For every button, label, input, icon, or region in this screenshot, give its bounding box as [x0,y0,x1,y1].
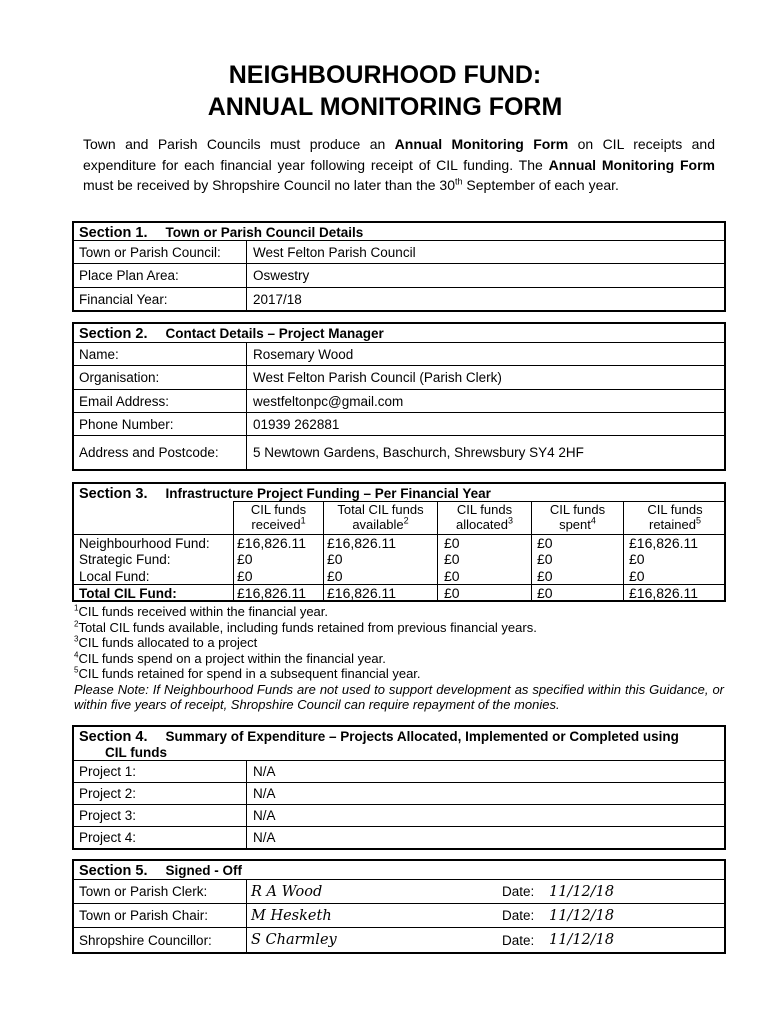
total-retained: £16,826.11 [629,585,699,601]
section-4-heading: Section 4. Summary of Expenditure – Projects Allocated, Implemented or Completed using CIL funds [79,729,679,760]
neighbourhood-received: £16,826.11 [237,535,307,551]
financial-year-value: 2017/18 [246,288,724,310]
total-available: £16,826.11 [327,585,397,601]
email-label: Email Address: [79,393,170,409]
strategic-fund-label: Strategic Fund: [79,552,171,567]
footnote-2: $^2$Total CIL funds available, including funds retained from previous financial years. [74,619,537,635]
footnote-3: $^3$CIL funds allocated to a project [74,634,258,650]
project-3-label: Project 3: [79,808,137,823]
address-value: 5 Newtown Gardens, Baschurch, Shrewsbury SY4 2HF [246,436,724,469]
neighbourhood-fund-label: Neighbourhood Fund: [79,536,210,551]
councillor-signature-cell [246,928,724,952]
chair-signature: M Hesketh [251,907,332,924]
project-1-label: Project 1: [79,764,137,779]
column-header-allocated: CIL funds allocated$^3$ [455,502,514,532]
section-5-heading: Section 5. Signed - Off [79,863,242,879]
email-row [74,389,724,412]
please-note: Please Note: If Neighbourhood Funds are not used to support development as specified within this Guidance, or within five years of receipt, Shropshire Council can require repayment of the monies. [74,681,724,712]
council-row [74,240,724,263]
councillor-label: Shropshire Councillor: [79,932,212,948]
project-4-value: N/A [246,827,724,848]
councillor-signature: S Charmley [251,932,337,948]
strategic-allocated: £0 [444,551,460,567]
neighbourhood-allocated: £0 [444,535,460,551]
neighbourhood-spent: £0 [537,535,553,551]
local-retained: £0 [629,568,645,584]
clerk-signature-cell [246,880,724,903]
project-4-label: Project 4: [79,830,137,845]
section-2-heading: Section 2. Contact Details – Project Manager [79,326,384,342]
column-header-received: CIL funds received$^1$ [250,502,307,532]
organisation-value: West Felton Parish Council (Parish Clerk) [246,366,724,389]
address-label: Address and Postcode: [79,445,219,460]
project-2-label: Project 2: [79,786,137,801]
place-plan-label: Place Plan Area: [79,268,179,283]
financial-year-row [74,287,724,310]
chair-date: 11/12/18 [549,907,615,924]
phone-label: Phone Number: [79,416,174,432]
local-fund-label: Local Fund: [79,569,150,584]
local-spent: £0 [537,568,553,584]
council-label: Town or Parish Council: [79,244,221,260]
section-4-expenditure-summary [72,725,726,850]
section-3-heading: Section 3. Infrastructure Project Funding – Per Financial Year [79,486,491,502]
clerk-label: Town or Parish Clerk: [79,884,208,899]
councillor-date-label: Date: [502,932,535,948]
total-allocated: £0 [444,585,460,601]
name-value: Rosemary Wood [246,343,724,365]
page-title-line-2: ANNUAL MONITORING FORM [207,93,563,121]
section-1-heading: Section 1. Town or Parish Council Details [79,225,364,241]
project-1-value: N/A [246,761,724,782]
place-plan-row [74,263,724,287]
organisation-row [74,365,724,389]
project-3-row [74,804,724,826]
clerk-signoff-row [74,879,724,903]
footnotes [74,604,724,713]
column-header-available: Total CIL funds available$^2$ [337,502,424,532]
total-fund-label: Total CIL Fund: [79,586,177,601]
intro-paragraph: Town and Parish Councils must produce an Annual Monitoring Form on CIL receipts and expenditure for each financial year following receipt of CIL funding. The Annual Monitoring Form must be received by Shropshire Council no later than the 30th September of each year. [83,136,716,193]
council-value: West Felton Parish Council [246,241,724,263]
section-2-contact-details [72,322,726,471]
project-3-value: N/A [246,805,724,826]
local-available: £0 [327,568,343,584]
chair-date-label: Date: [502,908,535,923]
strategic-retained: £0 [629,551,645,567]
phone-row [74,412,724,435]
section-1-council-details [72,221,726,312]
name-label: Name: [79,346,119,362]
local-allocated: £0 [444,568,460,584]
local-received: £0 [237,568,253,584]
clerk-date: 11/12/18 [549,883,615,900]
footnote-4: $^4$CIL funds spend on a project within the financial year. [74,650,386,666]
financial-year-label: Financial Year: [79,291,168,307]
page-title-line-1: NEIGHBOURHOOD FUND: [228,61,542,89]
strategic-received: £0 [237,551,253,567]
neighbourhood-available: £16,826.11 [327,535,397,551]
clerk-date-label: Date: [502,884,535,899]
organisation-label: Organisation: [79,370,160,385]
address-row [74,435,724,469]
chair-label: Town or Parish Chair: [79,908,209,923]
chair-signature-cell [246,904,724,927]
footnote-1: $^1$CIL funds received within the financial year. [74,603,328,619]
neighbourhood-retained: £16,826.11 [629,535,699,551]
strategic-available: £0 [327,551,343,567]
section-3-project-funding [72,482,726,602]
councillor-signoff-row [74,927,724,952]
place-plan-value: Oswestry [246,264,724,287]
column-header-spent: CIL funds spent$^4$ [549,502,606,532]
footnote-5: $^5$CIL funds retained for spend in a subsequent financial year. [74,665,421,681]
project-1-row [74,760,724,782]
column-header-retained: CIL funds retained$^5$ [647,502,703,532]
clerk-signature: R A Wood [251,883,323,900]
section-5-sign-off [72,859,726,954]
name-row [74,342,724,365]
project-4-row [74,826,724,848]
total-spent: £0 [537,585,553,601]
chair-signoff-row [74,903,724,927]
project-2-value: N/A [246,783,724,804]
email-value: westfeltonpc@gmail.com [246,390,724,412]
strategic-spent: £0 [537,551,553,567]
phone-value: 01939 262881 [246,413,724,435]
councillor-date: 11/12/18 [549,932,615,948]
total-received: £16,826.11 [237,585,307,601]
project-2-row [74,782,724,804]
